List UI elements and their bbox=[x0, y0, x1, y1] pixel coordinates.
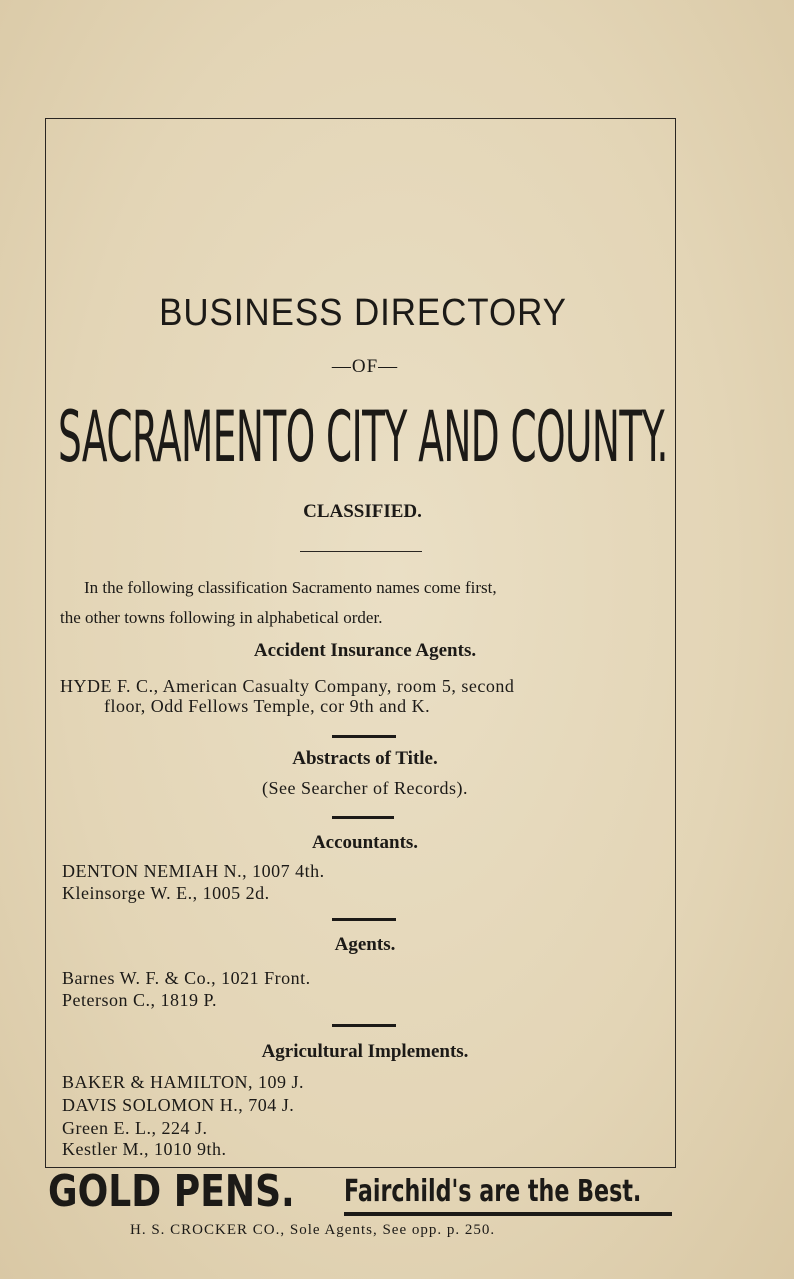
section-heading-agricultural-implements: Agricultural Implements. bbox=[261, 1041, 469, 1062]
section-heading-accident-insurance: Accident Insurance Agents. bbox=[253, 640, 477, 661]
classified-label: CLASSIFIED. bbox=[303, 501, 422, 522]
ad-underline bbox=[344, 1212, 672, 1216]
list-item: DENTON NEMIAH N., 1007 4th. bbox=[62, 861, 325, 881]
directory-subject: SACRAMENTO CITY AND COUNTY. bbox=[58, 396, 668, 478]
divider bbox=[332, 918, 396, 921]
section-heading-accountants: Accountants. bbox=[311, 832, 419, 853]
list-item: Kestler M., 1010 9th. bbox=[62, 1139, 227, 1159]
section-heading-abstracts: Abstracts of Title. bbox=[292, 748, 438, 769]
gold-pens-ad: GOLD PENS. bbox=[48, 1166, 295, 1217]
sole-agents-note: H. S. CROCKER CO., Sole Agents, See opp. p. 250. bbox=[130, 1222, 496, 1238]
list-item: BAKER & HAMILTON, 109 J. bbox=[62, 1072, 305, 1092]
list-item: Kleinsorge W. E., 1005 2d. bbox=[62, 883, 270, 903]
title-of: —OF— bbox=[331, 356, 399, 377]
list-item: DAVIS SOLOMON H., 704 J. bbox=[62, 1095, 295, 1115]
divider bbox=[332, 735, 396, 738]
intro-line-2: the other towns following in alphabetical order. bbox=[60, 608, 383, 627]
fairchild-slogan: Fairchild's are the Best. bbox=[344, 1174, 642, 1209]
list-item: Peterson C., 1819 P. bbox=[62, 990, 218, 1010]
divider bbox=[332, 816, 394, 819]
list-item: floor, Odd Fellows Temple, cor 9th and K. bbox=[104, 696, 431, 716]
list-item: HYDE F. C., American Casualty Company, room 5, second bbox=[60, 676, 515, 696]
divider bbox=[332, 1024, 396, 1027]
divider bbox=[300, 551, 422, 552]
intro-line-1: In the following classification Sacramento names come first, bbox=[84, 578, 497, 597]
list-item: Green E. L., 224 J. bbox=[62, 1118, 208, 1138]
list-item: Barnes W. F. & Co., 1021 Front. bbox=[62, 968, 311, 988]
list-item: (See Searcher of Records). bbox=[262, 778, 468, 798]
page-title: BUSINESS DIRECTORY bbox=[159, 292, 567, 334]
section-heading-agents: Agents. bbox=[334, 934, 396, 955]
